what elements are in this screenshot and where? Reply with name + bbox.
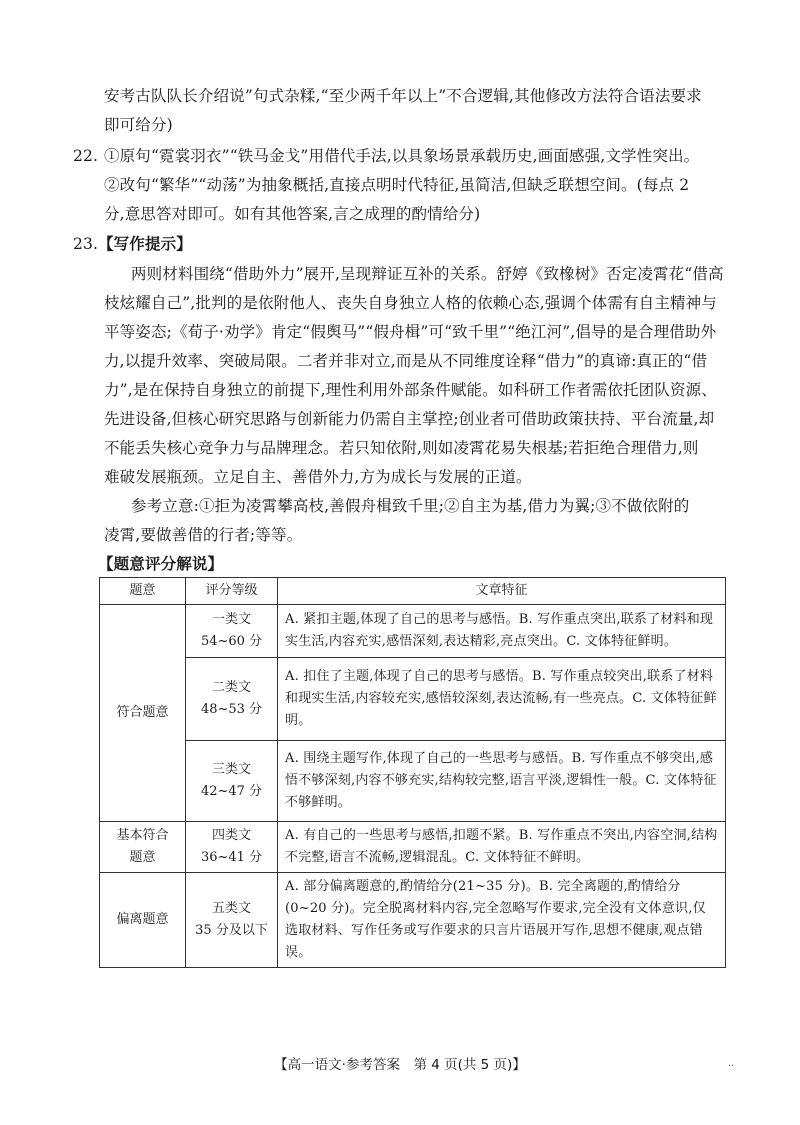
grade-level: 四类文 (211, 828, 251, 843)
p1-line-3: 平等姿态;《荀子·劝学》肯定“假舆马”“假舟楫”可“致千里”“绝江河”,倡导的是合理借助外 (104, 323, 717, 341)
feature-cell: A. 部分偏离题意的,酌情给分(21~35 分)。B. 完全离题的,酌情给分(0~20 分)。完全脱离材料内容,完全忽略写作要求,完全没有文体意识,仅选取材料、写作任务或写作要求的只言片语展开写作,思想不健康,观点错误。 (278, 873, 726, 968)
grade-range: 36~41 分 (200, 850, 263, 865)
q22-line-1: ①原句“霓裳羽衣”“铁马金戈”用借代手法,以具象场景承载历史,画面感强,文学性突出。 (104, 147, 700, 165)
carry-line-1: 安考古队队长介绍说”句式杂糅,“至少两千年以上”不合逻辑,其他修改方法符合语法要求 (104, 87, 702, 105)
grade-range: 42~47 分 (200, 784, 263, 799)
table-row (100, 822, 726, 873)
grade-level: 三类文 (211, 762, 251, 777)
carry-line-2: 即可给分) (104, 116, 173, 134)
q22-line-2: ②改句“繁华”“动荡”为抽象概括,直接点明时代特征,虽简洁,但缺乏联想空间。(每点 2 (104, 176, 690, 194)
grade-cell (186, 605, 278, 658)
q22-number: 22. (73, 147, 99, 165)
page-footer: 【高一语文·参考答案 第 4 页(共 5 页)】 (274, 1057, 526, 1073)
header-topic: 题意 (100, 578, 186, 605)
table-row (100, 605, 726, 658)
grade-level: 二类文 (211, 680, 251, 695)
p2-line-1: 参考立意:①拒为凌霄攀高枝,善假舟楫致千里;②自主为基,借力为翼;③不做依附的 (131, 497, 690, 515)
p1-line-4: 力,以提升效率、突破局限。二者并非对立,而是从不同维度诠释“借力”的真谛:真正的“借 (104, 352, 708, 370)
table-title: 【题意评分解说】 (98, 555, 224, 573)
p1-line-1: 两则材料围绕“借助外力”展开,呈现辩证互补的关系。舒婷《致橡树》否定凌霄花“借高 (131, 265, 724, 283)
corner-mark: ·· (728, 1061, 735, 1072)
category-cell: 偏离题意 (100, 873, 186, 968)
grade-range: 54~60 分 (200, 634, 263, 649)
feature-cell: A. 围绕主题写作,体现了自己的一些思考与感悟。B. 写作重点不够突出,感悟不够深刻,内容不够充实,结构较完整,语言平淡,逻辑性一般。C. 文体特征不够鲜明。 (278, 741, 726, 822)
grade-cell (186, 658, 278, 741)
grade-cell (186, 873, 278, 968)
p2-line-2: 凌霄,要做善借的行者;等等。 (104, 526, 303, 544)
writing-tips-heading: 【写作提示】 (98, 235, 192, 253)
p1-line-5: 力”,是在保持自身独立的前提下,理性利用外部条件赋能。如科研工作者需依托团队资源、 (104, 381, 717, 399)
q22-line-3: 分,意思答对即可。如有其他答案,言之成理的酌情给分) (104, 205, 481, 223)
feature-cell: A. 扣住了主题,体现了自己的思考与感悟。B. 写作重点较突出,联系了材料和现实生活,内容较充实,感悟较深刻,表达流畅,有一些亮点。C. 文体特征鲜明。 (278, 658, 726, 741)
table-header-row (100, 578, 726, 605)
category-cell: 基本符合题意 (100, 822, 186, 873)
table-row (100, 741, 726, 822)
p1-line-6: 先进设备,但核心研究思路与创新能力仍需自主掌控;创业者可借助政策扶持、平台流量,却 (104, 410, 715, 428)
p1-line-7: 不能丢失核心竞争力与品牌理念。若只知依附,则如凌霄花易失根基;若拒绝合理借力,则 (104, 439, 699, 457)
grade-cell (186, 741, 278, 822)
p1-line-2: 枝炫耀自己”,批判的是依附他人、丧失自身独立人格的依赖心态,强调个体需有自主精神与 (104, 294, 717, 312)
grade-level: 五类文 (211, 901, 251, 916)
table-row (100, 873, 726, 968)
grade-range: 35 分及以下 (195, 923, 268, 938)
scoring-table (99, 577, 726, 968)
grade-range: 48~53 分 (200, 702, 263, 717)
table-row (100, 658, 726, 741)
q23-number: 23. (73, 235, 99, 253)
header-grade: 评分等级 (186, 578, 278, 605)
grade-cell (186, 822, 278, 873)
p1-line-8: 难破发展瓶颈。立足自主、善借外力,方为成长与发展的正道。 (104, 468, 532, 486)
feature-cell: A. 有自己的一些思考与感悟,扣题不紧。B. 写作重点不突出,内容空洞,结构不完整,语言不流畅,逻辑混乱。C. 文体特征不鲜明。 (278, 822, 726, 873)
grade-level: 一类文 (211, 612, 251, 627)
feature-cell: A. 紧扣主题,体现了自己的思考与感悟。B. 写作重点突出,联系了材料和现实生活,内容充实,感悟深刻,表达精彩,亮点突出。C. 文体特征鲜明。 (278, 605, 726, 658)
category-cell: 符合题意 (100, 605, 186, 822)
header-features: 文章特征 (278, 578, 726, 605)
